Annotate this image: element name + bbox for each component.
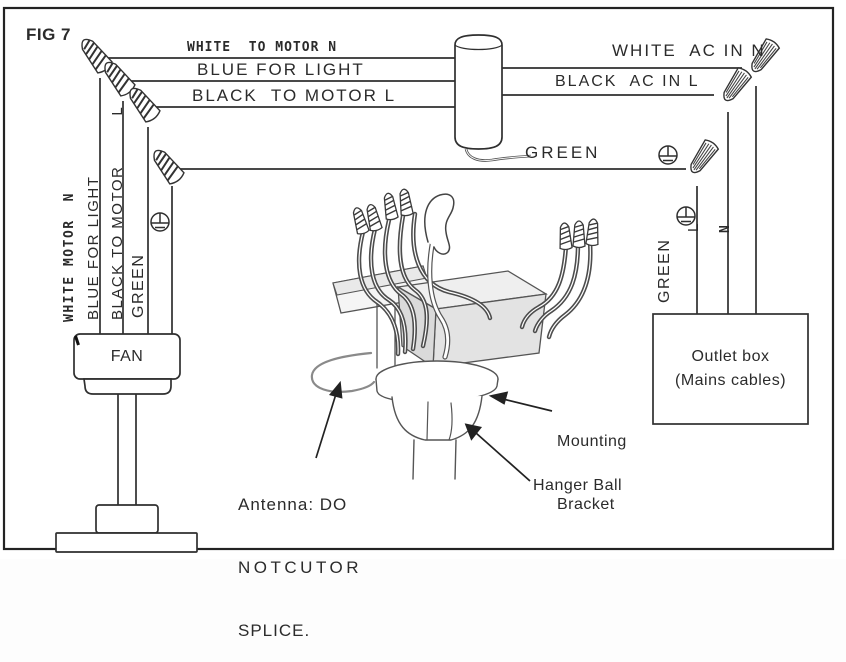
- antenna-note: Antenna: DO NOTCUTOR SPLICE.: [238, 495, 363, 640]
- fan-wire-label-white: WHITE MOTORN: [62, 192, 77, 322]
- fan-wire-label-green: GREEN: [130, 253, 147, 318]
- label-white-to-motor-n: WHITE TO MOTOR N: [187, 40, 338, 55]
- antenna-wire: [312, 353, 374, 392]
- outlet-box-label: Outlet box (Mains cables): [674, 348, 787, 389]
- receiver-cylinder: [455, 35, 502, 149]
- mains-wire-label-neutral: N: [718, 223, 733, 233]
- label-blue-for-light: BLUE FOR LIGHT: [197, 60, 365, 79]
- fan-wire-label-blue: BLUE FOR LIGHT: [85, 175, 102, 320]
- ground-symbol-icon: [151, 146, 695, 231]
- label-black-ac-in-l: BLACK AC IN L: [555, 73, 700, 90]
- label-green-pigtail: GREEN: [525, 143, 601, 162]
- green-pigtail-wire: [466, 149, 531, 161]
- label-black-to-motor-l: BLACK TO MOTOR L: [192, 86, 397, 105]
- antenna-hook: [425, 194, 454, 254]
- hanger-ball-label: Hanger Ball: [533, 477, 623, 494]
- mounting-bracket-label: Mounting Bracket: [557, 433, 627, 513]
- fan-box-label: FAN: [110, 347, 144, 365]
- downrod: [413, 440, 456, 479]
- fan-wire-label-black: BLACK TO MOTORL: [109, 105, 126, 320]
- figure-label: FIG 7: [26, 25, 72, 44]
- wire-nut-icon: [351, 188, 600, 250]
- mains-wire-label-live: L: [685, 222, 702, 232]
- label-white-ac-in-n: WHITE AC IN N: [612, 41, 766, 60]
- mains-wire-label-green: GREEN: [656, 238, 673, 303]
